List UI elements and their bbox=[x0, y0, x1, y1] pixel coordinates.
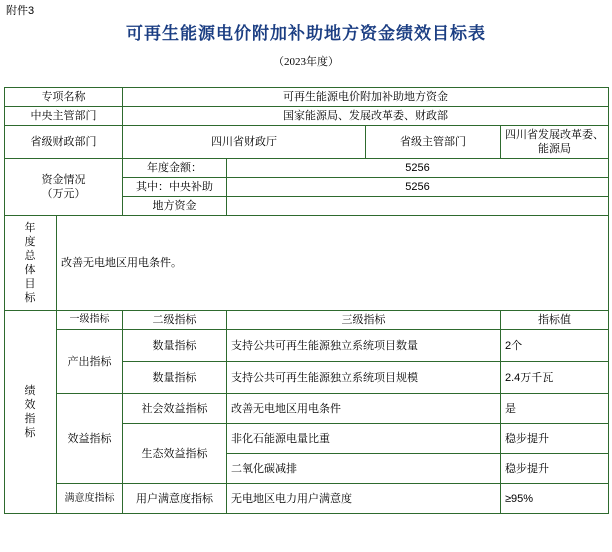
indicator-value: 2.4万千瓦 bbox=[501, 362, 609, 394]
indicator-header-value: 指标值 bbox=[501, 311, 609, 330]
indicator-level2 bbox=[123, 424, 227, 484]
indicator-value: 稳步提升 bbox=[501, 454, 609, 484]
local-funds-value bbox=[227, 197, 609, 216]
table-row bbox=[5, 484, 609, 514]
indicator-header-level1: 一级指标 bbox=[57, 311, 123, 330]
indicator-level3: 改善无电地区用电条件 bbox=[227, 394, 501, 424]
annual-goal-label: 年 度 总 体 目 标 bbox=[5, 216, 57, 311]
indicator-header-level2: 二级指标 bbox=[123, 311, 227, 330]
indicator-level3: 支持公共可再生能源独立系统项目数量 bbox=[227, 330, 501, 362]
indicator-level3: 支持公共可再生能源独立系统项目规模 bbox=[227, 362, 501, 394]
indicator-level2: 用户满意度指标 bbox=[123, 484, 227, 514]
funds-label bbox=[5, 159, 123, 216]
central-dept-value: 国家能源局、发展改革委、财政部 bbox=[123, 107, 609, 126]
indicator-level2-line1: 生态效益指标 bbox=[141, 447, 208, 460]
indicator-level1-output: 产出指标 bbox=[57, 330, 123, 394]
annual-amount-label: 年度金额： bbox=[123, 159, 227, 178]
provincial-finance-label: 省级财政部门 bbox=[5, 126, 123, 159]
table-row bbox=[5, 394, 609, 424]
indicator-value: 稳步提升 bbox=[501, 424, 609, 454]
program-name-label: 专项名称 bbox=[5, 88, 123, 107]
program-name-value: 可再生能源电价附加补助地方资金 bbox=[123, 88, 609, 107]
title-block bbox=[0, 22, 612, 69]
provincial-dept-label: 省级主管部门 bbox=[366, 126, 501, 159]
indicator-value: 2个 bbox=[501, 330, 609, 362]
funds-label-line1: 资金情况 bbox=[41, 174, 86, 186]
table-row-program-name bbox=[5, 88, 609, 107]
page-subtitle: （2023年度） bbox=[273, 56, 339, 68]
indicator-level1-benefit: 效益指标 bbox=[57, 394, 123, 484]
table-row-central-dept bbox=[5, 107, 609, 126]
funds-label-line2: （万元） bbox=[41, 188, 86, 200]
indicator-level3: 无电地区电力用户满意度 bbox=[227, 484, 501, 514]
indicator-level2: 数量指标 bbox=[123, 362, 227, 394]
indicator-level3: 非化石能源电量比重 bbox=[227, 424, 501, 454]
central-subsidy-value: 5256 bbox=[227, 178, 609, 197]
indicator-value: ≥95% bbox=[501, 484, 609, 514]
annual-amount-value: 5256 bbox=[227, 159, 609, 178]
central-dept-label: 中央主管部门 bbox=[5, 107, 123, 126]
provincial-dept-value: 四川省发展改革委、能源局 bbox=[501, 126, 609, 159]
table-row-annual-amount bbox=[5, 159, 609, 178]
attachment-label: 附件3 bbox=[6, 5, 35, 17]
performance-indicator-label: 绩 效 指 标 bbox=[5, 311, 57, 514]
performance-target-table bbox=[4, 87, 609, 514]
indicator-header-level3: 三级指标 bbox=[227, 311, 501, 330]
indicator-header-row bbox=[5, 311, 609, 330]
table-row bbox=[5, 330, 609, 362]
annual-goal-value: 改善无电地区用电条件。 bbox=[57, 216, 609, 311]
local-funds-label: 地方资金 bbox=[123, 197, 227, 216]
page-title: 可再生能源电价附加补助地方资金绩效目标表 bbox=[126, 24, 486, 43]
indicator-level2: 社会效益指标 bbox=[123, 394, 227, 424]
indicator-level1-satisfaction: 满意度指标 bbox=[57, 484, 123, 514]
central-subsidy-label: 其中：中央补助 bbox=[123, 178, 227, 197]
provincial-finance-value: 四川省财政厅 bbox=[123, 126, 366, 159]
indicator-level2: 数量指标 bbox=[123, 330, 227, 362]
table-row-provincial-dept bbox=[5, 126, 609, 159]
table-row-annual-goal bbox=[5, 216, 609, 311]
indicator-level3: 二氧化碳减排 bbox=[227, 454, 501, 484]
indicator-value: 是 bbox=[501, 394, 609, 424]
